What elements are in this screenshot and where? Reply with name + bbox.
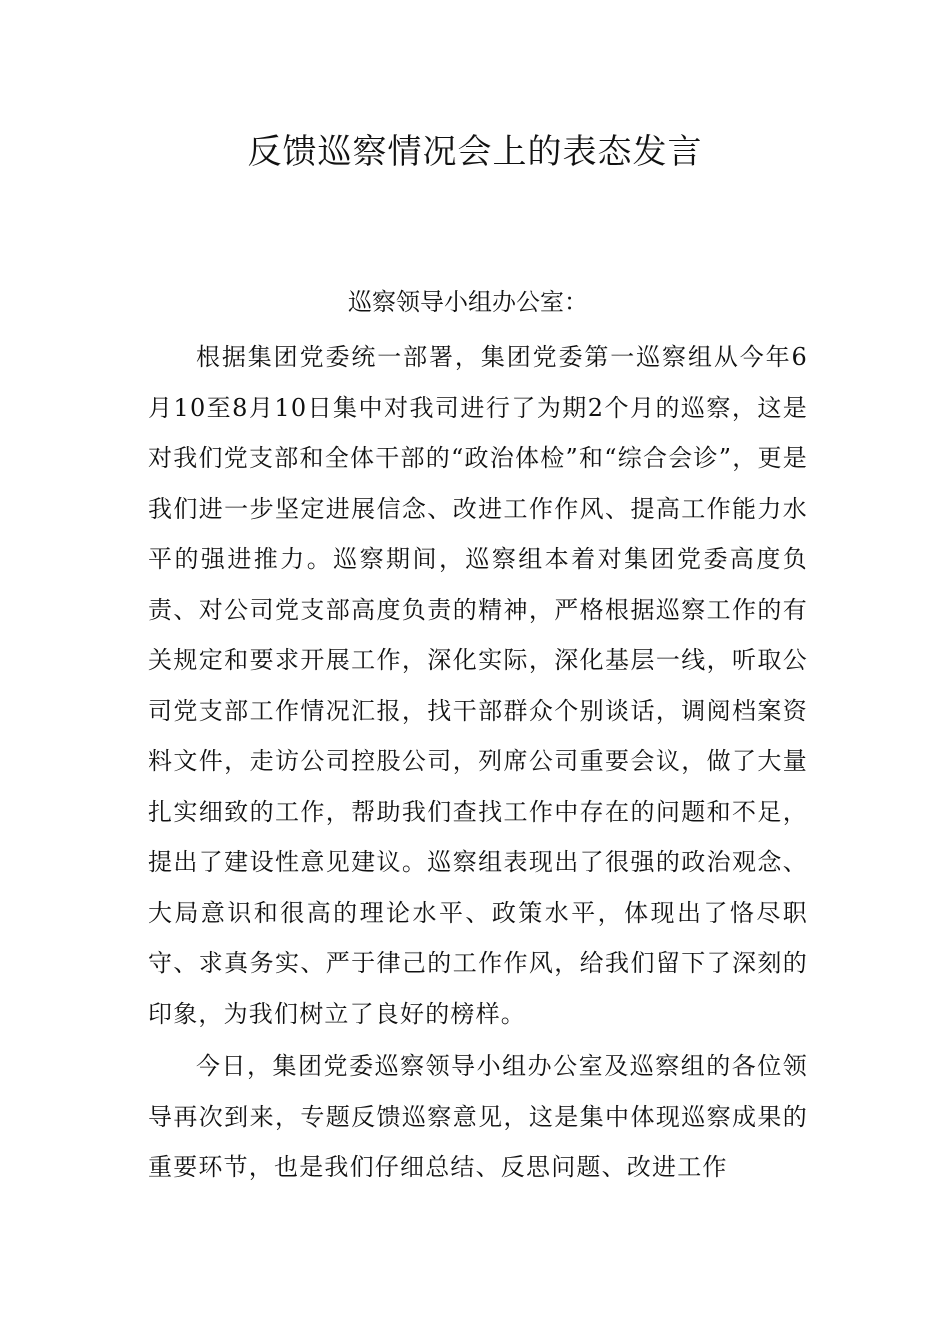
- document-body: [148, 332, 808, 1193]
- body-paragraph: 根据集团党委统一部署，集团党委第一巡察组从今年6月10至8月10日集中对我司进行了为期2个月的巡察，这是对我们党支部和全体干部的“政治体检”和“综合会诊”，更是我们进一步坚定进展信念、改进工作作风、提高工作能力水平的强进推力。巡察期间，巡察组本着对集团党委高度负责、对公司党支部高度负责的精神，严格根据巡察工作的有关规定和要求开展工作，深化实际，深化基层一线，听取公司党支部工作情况汇报，找干部群众个别谈话，调阅档案资料文件，走访公司控股公司，列席公司重要会议，做了大量扎实细致的工作，帮助我们查找工作中存在的问题和不足，提出了建设性意见建议。巡察组表现出了很强的政治观念、大局意识和很高的理论水平、政策水平，体现出了恪尽职守、求真务实、严于律己的工作作风，给我们留下了深刻的印象，为我们树立了良好的榜样。: [148, 343, 808, 1028]
- document-title: 反馈巡察情况会上的表态发言: [247, 132, 703, 172]
- addressee-line: 巡察领导小组办公室：: [348, 288, 588, 316]
- body-paragraph: 今日，集团党委巡察领导小组办公室及巡察组的各位领导再次到来，专题反馈巡察意见，这是集中体现巡察成果的重要环节，也是我们仔细总结、反思问题、改进工作: [148, 1052, 808, 1181]
